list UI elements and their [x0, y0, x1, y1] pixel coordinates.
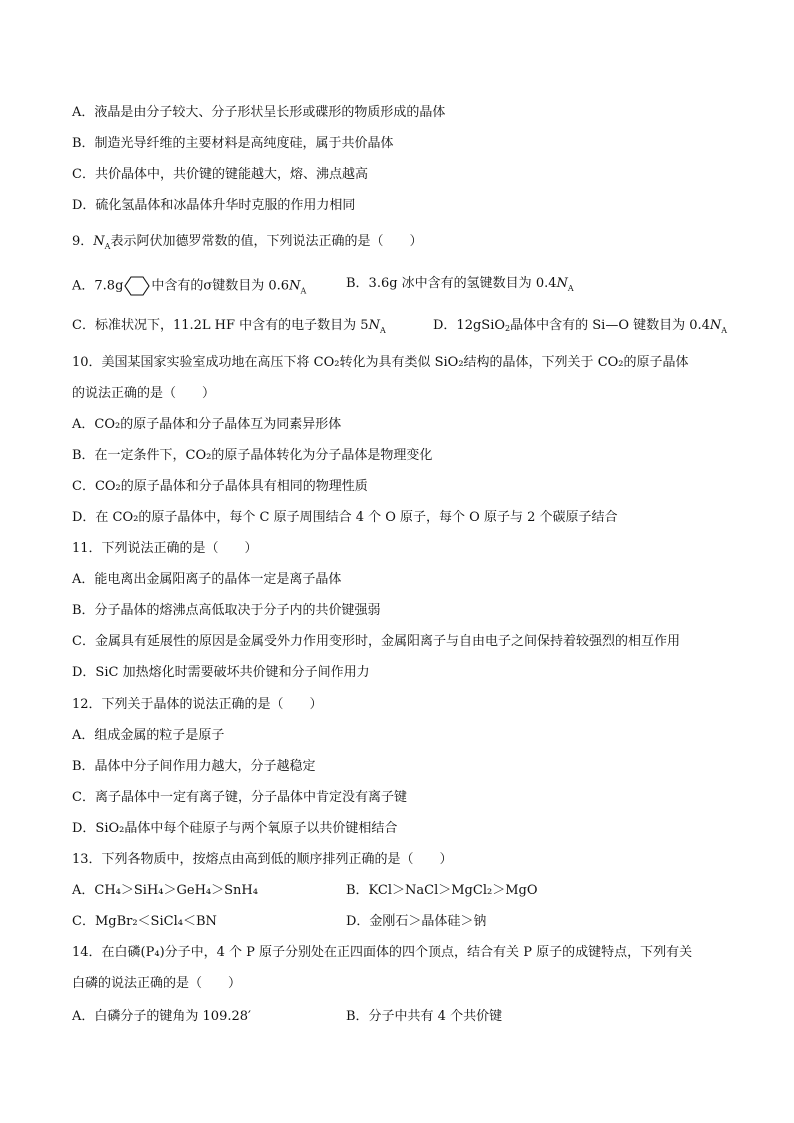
q8-option-b: B．制造光导纤维的主要材料是高纯度硅，属于共价晶体	[72, 136, 394, 151]
q11-option-c: C．金属具有延展性的原因是金属受外力作用变形时，金属阳离子与自由电子之间保持着较强烈的相互作用	[72, 634, 680, 649]
q11-option-d: D．SiC 加热熔化时需要破坏共价键和分子间作用力	[72, 665, 370, 680]
q10-stem-line1: 10．美国某国家实验室成功地在高压下将 CO₂转化为具有类似 SiO₂结构的晶体，下列关于 CO₂的原子晶体	[72, 355, 689, 370]
q9-option-b	[346, 275, 574, 293]
q12-option-d: D．SiO₂晶体中每个硅原子与两个氧原子以共价键相结合	[72, 821, 398, 836]
q9-stem-text: 表示阿伏加德罗常数的值，下列说法正确的是（ ）	[110, 234, 423, 249]
q11-stem: 11．下列说法正确的是（ ）	[72, 541, 258, 556]
q9-option-c	[72, 317, 386, 335]
na-symbol: N	[709, 318, 722, 333]
q12-stem: 12．下列关于晶体的说法正确的是（ ）	[72, 697, 323, 712]
q10-option-d: D．在 CO₂的原子晶体中，每个 C 原子周围结合 4 个 O 原子，每个 O 原子与 2 个碳原子结合	[72, 510, 618, 525]
q10-option-b: B．在一定条件下，CO₂的原子晶体转化为分子晶体是物理变化	[72, 448, 433, 463]
q12-option-a: A．组成金属的粒子是原子	[72, 728, 225, 743]
na-subscript: A	[300, 286, 307, 296]
q9-a-text: 中含有的σ键数目为 0.6	[151, 278, 290, 294]
na-subscript: A	[104, 242, 111, 251]
sio2-formula: SiO	[481, 318, 506, 333]
q9-a-prefix: A．7.8g	[72, 278, 124, 294]
na-symbol: N	[289, 278, 301, 294]
q9-b-text: B．3.6g 冰中含有的氢键数目为 0.4	[346, 276, 557, 291]
q9-d-text: 晶体中含有的 Si—O 键数目为 0.4	[510, 318, 710, 333]
na-subscript: A	[379, 326, 386, 335]
q12-option-c: C．离子晶体中一定有离子键，分子晶体中肯定没有离子键	[72, 790, 407, 805]
q13-option-b: B．KCl＞NaCl＞MgCl₂＞MgO	[346, 883, 538, 898]
q13-stem: 13．下列各物质中，按熔点由高到低的顺序排列正确的是（ ）	[72, 852, 453, 867]
benzene-ring-icon	[124, 275, 150, 297]
na-subscript: A	[721, 326, 728, 335]
q9-number: 9．	[72, 234, 94, 249]
q12-option-b: B．晶体中分子间作用力越大，分子越稳定	[72, 759, 316, 774]
q9-option-d: D．12gSiO$_2$晶体中含有的 Si—O 键数目为 $0.4N_A$	[433, 318, 728, 335]
na-subscript: A	[567, 284, 574, 293]
q9-c-text: C．标准状况下，11.2L HF 中含有的电子数目为 5	[72, 318, 369, 333]
q9-d-prefix: D．12g	[433, 318, 482, 333]
q8-option-d: D．硫化氢晶体和冰晶体升华时克服的作用力相同	[72, 198, 356, 213]
q9-option-a	[72, 275, 306, 297]
na-symbol: N	[368, 318, 380, 333]
q8-option-c: C．共价晶体中，共价键的键能越大，熔、沸点越高	[72, 167, 368, 182]
na-symbol: N	[556, 276, 568, 291]
q13-option-a: A．CH₄＞SiH₄＞GeH₄＞SnH₄	[72, 883, 258, 898]
q8-option-a: A．液晶是由分子较大、分子形状呈长形或碟形的物质形成的晶体	[72, 105, 446, 120]
na-symbol: N	[93, 234, 105, 249]
q11-option-a: A．能电离出金属阳离子的晶体一定是离子晶体	[72, 572, 342, 587]
q14-stem-line1: 14．在白磷(P₄)分子中，4 个 P 原子分别处在正四面体的四个顶点，结合有关 P 原子的成键特点，下列有关	[72, 945, 693, 960]
q10-stem-line2: 的说法正确的是（ ）	[72, 386, 216, 401]
q13-option-c: C．MgBr₂＜SiCl₄＜BN	[72, 914, 217, 929]
q14-option-b: B．分子中共有 4 个共价键	[346, 1009, 503, 1024]
q10-option-a: A．CO₂的原子晶体和分子晶体互为同素异形体	[72, 417, 342, 432]
q14-stem-line2: 白磷的说法正确的是（ ）	[72, 976, 242, 991]
q9-stem	[72, 233, 422, 251]
q13-option-d: D．金刚石＞晶体硅＞钠	[346, 914, 487, 929]
q10-option-c: C．CO₂的原子晶体和分子晶体具有相同的物理性质	[72, 479, 368, 494]
q11-option-b: B．分子晶体的熔沸点高低取决于分子内的共价键强弱	[72, 603, 381, 618]
q14-option-a: A．白磷分子的键角为 109.28′	[72, 1009, 251, 1024]
